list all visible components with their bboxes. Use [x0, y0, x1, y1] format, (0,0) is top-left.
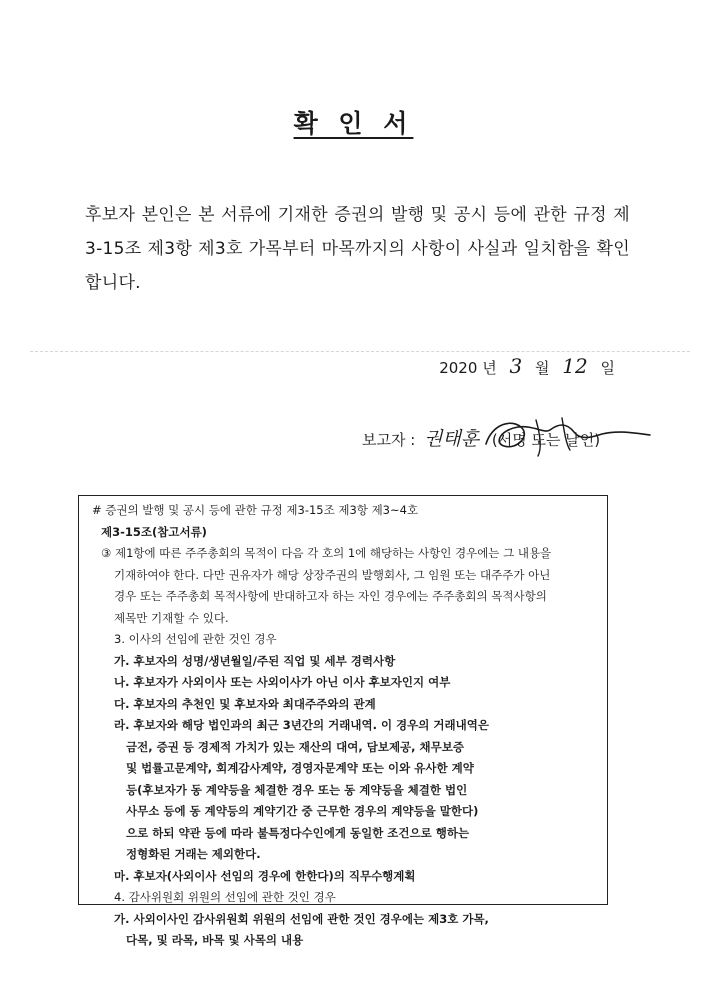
item3-ra-line-3: 및 법률고문계약, 회계감사계약, 경영자문계약 또는 이와 유사한 계약 — [126, 761, 474, 775]
item3-ga: 가. 후보자의 성명/생년월일/주된 직업 및 세부 경력사항 — [114, 653, 396, 668]
reference-text — [92, 500, 602, 952]
item4-heading: 4. 감사위원회 위원의 선임에 관한 것인 경우 — [114, 890, 336, 904]
para3-line-2: 기재하여야 한다. 다만 권유자가 해당 상장주권의 발행회사, 그 임원 또는 대주주가 아닌 — [114, 567, 551, 582]
date-day-handwritten: 12 — [562, 354, 588, 378]
item3-ra-line-5: 사무소 등에 동 계약등의 계약기간 중 근무한 경우의 계약등을 말한다) — [126, 804, 479, 818]
para3-line-3: 경우 또는 주주총회 목적사항에 반대하고자 하는 자인 경우에는 주주총회의 목적사항의 — [114, 589, 547, 603]
item4-ga-line-1: 가. 사외이사인 감사위원회 위원의 선임에 관한 것인 경우에는 제3호 가목, — [114, 911, 489, 926]
item3-ra-line-4: 등(후보자가 동 계약등을 체결한 경우 또는 동 계약등을 체결한 법인 — [126, 782, 468, 797]
reporter-name-handwritten: 권태훈 — [424, 428, 480, 450]
date-line — [439, 354, 615, 378]
article-title: 제3-15조(참고서류) — [101, 524, 207, 539]
item3-ma: 마. 후보자(사외이사 선임의 경우에 한한다)의 직무수행계획 — [114, 868, 416, 883]
page-title: 확 인 서 — [293, 109, 414, 138]
date-year: 2020 — [439, 359, 478, 377]
para3-line-4: 제목만 기재할 수 있다. — [114, 610, 229, 625]
item3-da: 다. 후보자의 추천인 및 후보자와 최대주주와의 관계 — [114, 696, 376, 711]
date-year-unit: 년 — [482, 359, 497, 377]
item3-heading: 3. 이사의 선임에 관한 것인 경우 — [114, 632, 277, 646]
item3-ra-line-6: 으로 하되 약관 등에 따라 불특정다수인에게 동일한 조건으로 행하는 — [126, 825, 470, 840]
item4-ga-line-2: 다목, 및 라목, 바목 및 사목의 내용 — [126, 933, 304, 947]
item3-ra-line-1: 라. 후보자와 해당 법인과의 최근 3년간의 거래내역. 이 경우의 거래내역은 — [114, 718, 489, 732]
item3-na: 나. 후보자가 사외이사 또는 사외이사가 아닌 이사 후보자인지 여부 — [114, 675, 451, 689]
para3-line-1: ③ 제1항에 따른 주주총회의 목적이 다음 각 호의 1에 해당하는 사항인 경우에는 그 내용을 — [101, 546, 552, 560]
reference-header: # 증권의 발행 및 공시 등에 관한 규정 제3-15조 제3항 제3~4호 — [92, 503, 419, 517]
scan-divider — [30, 351, 690, 352]
seal-note: (서명 또는 날인) — [491, 431, 601, 449]
reporter-label: 보고자 : — [362, 431, 416, 449]
date-day-unit: 일 — [600, 359, 615, 377]
date-month-handwritten: 3 — [509, 354, 523, 378]
date-month-unit: 월 — [534, 359, 550, 377]
item3-ra-line-2: 금전, 증권 등 경제적 가치가 있는 재산의 대여, 담보제공, 채무보증 — [126, 739, 464, 754]
signature-mark — [478, 410, 658, 462]
item3-ra-line-7: 정형화된 거래는 제외한다. — [126, 847, 261, 861]
confirmation-statement: 후보자 본인은 본 서류에 기재한 증권의 발행 및 공시 등에 관한 규정 제3-15조 제3항 제3호 가목부터 마목까지의 사항이 사실과 일치함을 확인합니다. — [85, 205, 630, 293]
